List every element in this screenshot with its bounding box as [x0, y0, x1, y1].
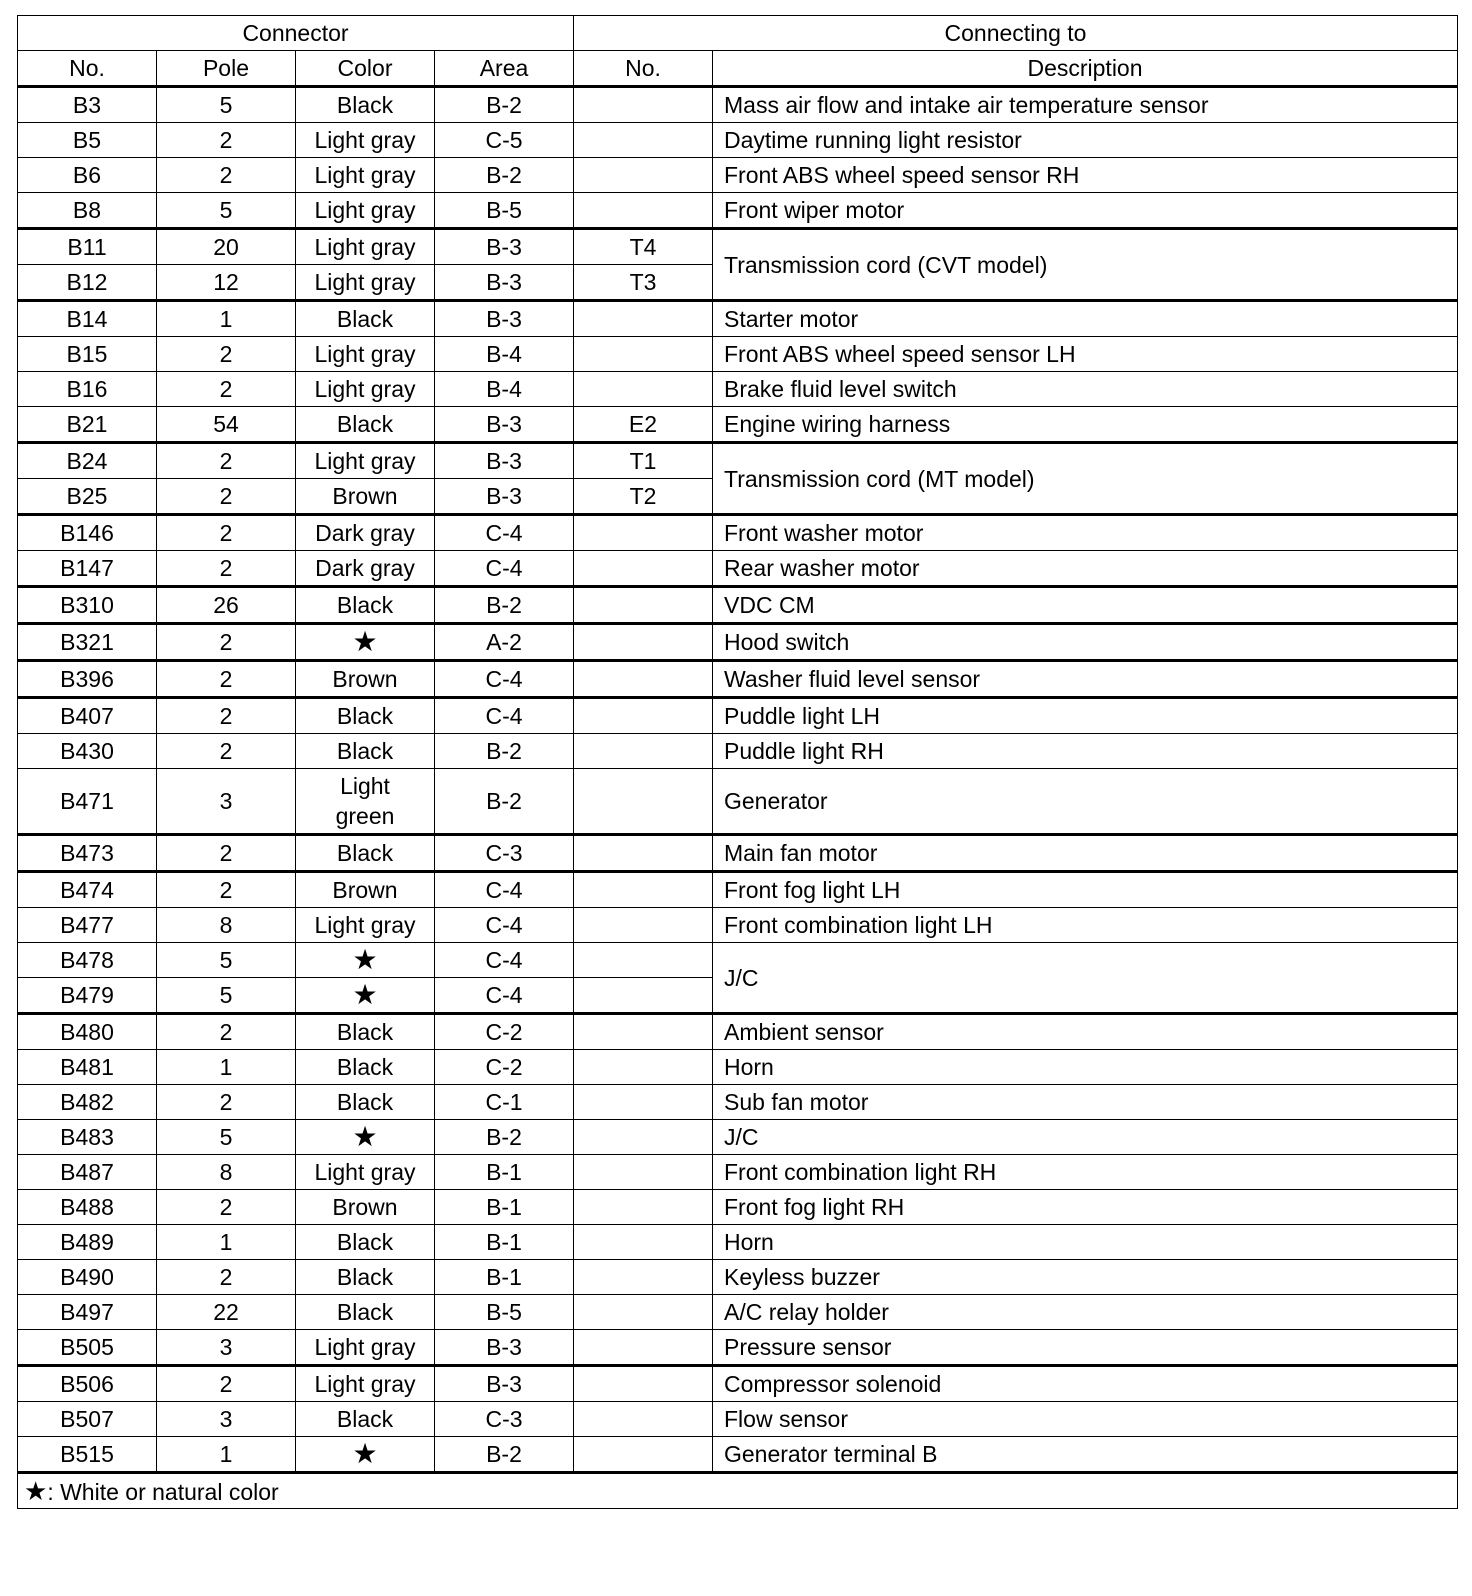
- cell-description: Generator terminal B: [713, 1437, 1458, 1473]
- cell-no: B474: [18, 872, 157, 908]
- cell-description: Engine wiring harness: [713, 407, 1458, 443]
- cell-no: B14: [18, 301, 157, 337]
- connector-table: [17, 15, 1458, 1509]
- cell-color: Black: [296, 1295, 435, 1330]
- cell-to-no: T3: [574, 265, 713, 301]
- cell-to-no: [574, 1014, 713, 1050]
- cell-description: Washer fluid level sensor: [713, 661, 1458, 698]
- cell-to-no: [574, 1437, 713, 1473]
- cell-color: Light gray: [296, 193, 435, 229]
- cell-pole: 1: [157, 301, 296, 337]
- cell-pole: 2: [157, 1085, 296, 1120]
- cell-description: Horn: [713, 1050, 1458, 1085]
- cell-color: Light gray: [296, 123, 435, 158]
- cell-to-no: [574, 1155, 713, 1190]
- table-row: [18, 1366, 1458, 1402]
- cell-color: Black: [296, 587, 435, 624]
- cell-area: C-1: [435, 1085, 574, 1120]
- cell-color: Light gray: [296, 337, 435, 372]
- cell-description: Front fog light LH: [713, 872, 1458, 908]
- connector-table-sheet: [17, 15, 1457, 1509]
- footnote: [18, 1473, 1458, 1509]
- cell-to-no: T4: [574, 229, 713, 265]
- cell-no: B15: [18, 337, 157, 372]
- cell-area: B-2: [435, 769, 574, 835]
- cell-to-no: [574, 943, 713, 978]
- table-body: [18, 87, 1458, 1473]
- cell-area: B-3: [435, 407, 574, 443]
- star-icon: ★: [296, 1120, 435, 1155]
- cell-to-no: [574, 698, 713, 734]
- cell-pole: 5: [157, 193, 296, 229]
- cell-area: B-2: [435, 587, 574, 624]
- table-row: [18, 1120, 1458, 1155]
- cell-pole: 5: [157, 1120, 296, 1155]
- header-no: No.: [18, 51, 157, 87]
- cell-to-no: [574, 337, 713, 372]
- cell-to-no: [574, 1120, 713, 1155]
- cell-area: C-4: [435, 872, 574, 908]
- table-row: [18, 587, 1458, 624]
- cell-to-no: T1: [574, 443, 713, 479]
- cell-area: C-4: [435, 661, 574, 698]
- cell-area: B-5: [435, 193, 574, 229]
- cell-pole: 8: [157, 1155, 296, 1190]
- cell-area: C-2: [435, 1050, 574, 1085]
- cell-description: Daytime running light resistor: [713, 123, 1458, 158]
- table-row: [18, 337, 1458, 372]
- cell-area: C-4: [435, 698, 574, 734]
- cell-no: B487: [18, 1155, 157, 1190]
- cell-area: B-3: [435, 1366, 574, 1402]
- cell-to-no: [574, 661, 713, 698]
- table-row: [18, 123, 1458, 158]
- cell-no: B490: [18, 1260, 157, 1295]
- table-row: [18, 372, 1458, 407]
- cell-color: Light gray: [296, 1366, 435, 1402]
- cell-pole: 2: [157, 1366, 296, 1402]
- cell-pole: 1: [157, 1437, 296, 1473]
- cell-pole: 2: [157, 123, 296, 158]
- cell-no: B505: [18, 1330, 157, 1366]
- cell-to-no: [574, 769, 713, 835]
- cell-no: B321: [18, 624, 157, 661]
- cell-area: B-4: [435, 372, 574, 407]
- cell-pole: 2: [157, 872, 296, 908]
- cell-area: B-1: [435, 1155, 574, 1190]
- cell-description: VDC CM: [713, 587, 1458, 624]
- cell-pole: 8: [157, 908, 296, 943]
- cell-pole: 26: [157, 587, 296, 624]
- cell-no: B25: [18, 479, 157, 515]
- cell-no: B12: [18, 265, 157, 301]
- cell-no: B24: [18, 443, 157, 479]
- table-row: [18, 835, 1458, 872]
- cell-to-no: T2: [574, 479, 713, 515]
- cell-area: B-3: [435, 443, 574, 479]
- cell-no: B6: [18, 158, 157, 193]
- cell-to-no: [574, 1050, 713, 1085]
- cell-to-no: [574, 1295, 713, 1330]
- table-row: [18, 1295, 1458, 1330]
- cell-color: Brown: [296, 661, 435, 698]
- cell-no: B497: [18, 1295, 157, 1330]
- cell-color: Light gray: [296, 265, 435, 301]
- cell-pole: 2: [157, 479, 296, 515]
- cell-description: Puddle light LH: [713, 698, 1458, 734]
- cell-color: Black: [296, 1402, 435, 1437]
- cell-description: Front ABS wheel speed sensor LH: [713, 337, 1458, 372]
- header-connecting-to-group: Connecting to: [574, 16, 1458, 51]
- header-description: Description: [713, 51, 1458, 87]
- cell-area: B-3: [435, 229, 574, 265]
- table-row: [18, 229, 1458, 265]
- cell-to-no: [574, 1085, 713, 1120]
- cell-description: A/C relay holder: [713, 1295, 1458, 1330]
- cell-to-no: [574, 1260, 713, 1295]
- cell-pole: 2: [157, 551, 296, 587]
- cell-description: Front fog light RH: [713, 1190, 1458, 1225]
- table-row: [18, 1260, 1458, 1295]
- table-row: [18, 1437, 1458, 1473]
- cell-color: Black: [296, 1014, 435, 1050]
- cell-no: B506: [18, 1366, 157, 1402]
- cell-description: Front combination light RH: [713, 1155, 1458, 1190]
- table-row: [18, 698, 1458, 734]
- cell-pole: 2: [157, 1014, 296, 1050]
- cell-color: Light gray: [296, 443, 435, 479]
- cell-pole: 5: [157, 978, 296, 1014]
- cell-pole: 22: [157, 1295, 296, 1330]
- cell-no: B147: [18, 551, 157, 587]
- cell-color: Brown: [296, 479, 435, 515]
- cell-to-no: [574, 1330, 713, 1366]
- cell-color: Black: [296, 698, 435, 734]
- cell-no: B473: [18, 835, 157, 872]
- cell-to-no: [574, 872, 713, 908]
- table-row: [18, 1014, 1458, 1050]
- cell-description: Horn: [713, 1225, 1458, 1260]
- cell-to-no: [574, 835, 713, 872]
- cell-no: B478: [18, 943, 157, 978]
- cell-pole: 2: [157, 1190, 296, 1225]
- cell-area: C-4: [435, 551, 574, 587]
- cell-color: Black: [296, 1050, 435, 1085]
- cell-area: C-4: [435, 515, 574, 551]
- cell-description: Transmission cord (CVT model): [713, 229, 1458, 301]
- cell-color: Light gray: [296, 908, 435, 943]
- table-row: [18, 624, 1458, 661]
- cell-area: C-2: [435, 1014, 574, 1050]
- cell-no: B8: [18, 193, 157, 229]
- cell-no: B480: [18, 1014, 157, 1050]
- cell-no: B479: [18, 978, 157, 1014]
- cell-no: B477: [18, 908, 157, 943]
- cell-color: Black: [296, 1260, 435, 1295]
- table-row: [18, 769, 1458, 835]
- cell-description: Front ABS wheel speed sensor RH: [713, 158, 1458, 193]
- cell-color: Light gray: [296, 1330, 435, 1366]
- cell-to-no: [574, 978, 713, 1014]
- cell-description: Sub fan motor: [713, 1085, 1458, 1120]
- cell-color: Black: [296, 407, 435, 443]
- cell-area: B-1: [435, 1225, 574, 1260]
- header-area: Area: [435, 51, 574, 87]
- header-connector-group: Connector: [18, 16, 574, 51]
- cell-area: B-4: [435, 337, 574, 372]
- cell-pole: 2: [157, 372, 296, 407]
- cell-pole: 2: [157, 734, 296, 769]
- cell-no: B3: [18, 87, 157, 123]
- cell-area: B-2: [435, 1120, 574, 1155]
- cell-color: Black: [296, 301, 435, 337]
- table-row: [18, 908, 1458, 943]
- cell-area: C-4: [435, 943, 574, 978]
- cell-area: C-5: [435, 123, 574, 158]
- table-row: [18, 1190, 1458, 1225]
- cell-to-no: [574, 372, 713, 407]
- star-icon: ★: [24, 1475, 48, 1506]
- cell-no: B407: [18, 698, 157, 734]
- table-row: [18, 1050, 1458, 1085]
- cell-pole: 2: [157, 443, 296, 479]
- header-to-no: No.: [574, 51, 713, 87]
- cell-to-no: [574, 193, 713, 229]
- cell-no: B5: [18, 123, 157, 158]
- cell-no: B482: [18, 1085, 157, 1120]
- cell-to-no: [574, 1225, 713, 1260]
- cell-to-no: [574, 301, 713, 337]
- cell-color: Black: [296, 1085, 435, 1120]
- cell-to-no: [574, 158, 713, 193]
- table-row: [18, 1085, 1458, 1120]
- cell-area: B-2: [435, 87, 574, 123]
- cell-area: C-4: [435, 978, 574, 1014]
- cell-to-no: [574, 1402, 713, 1437]
- cell-description: J/C: [713, 943, 1458, 1014]
- table-row: [18, 1330, 1458, 1366]
- cell-area: A-2: [435, 624, 574, 661]
- star-icon: ★: [296, 943, 435, 978]
- cell-area: C-4: [435, 908, 574, 943]
- cell-color: Black: [296, 1225, 435, 1260]
- table-row: [18, 515, 1458, 551]
- table-row: [18, 301, 1458, 337]
- cell-area: B-1: [435, 1190, 574, 1225]
- header-color: Color: [296, 51, 435, 87]
- cell-description: Hood switch: [713, 624, 1458, 661]
- cell-pole: 2: [157, 337, 296, 372]
- cell-pole: 2: [157, 515, 296, 551]
- cell-no: B471: [18, 769, 157, 835]
- table-row: [18, 158, 1458, 193]
- cell-no: B515: [18, 1437, 157, 1473]
- cell-no: B483: [18, 1120, 157, 1155]
- cell-description: Front washer motor: [713, 515, 1458, 551]
- cell-pole: 2: [157, 624, 296, 661]
- table-row: [18, 551, 1458, 587]
- cell-area: B-5: [435, 1295, 574, 1330]
- cell-pole: 2: [157, 1260, 296, 1295]
- table-row: [18, 943, 1458, 978]
- cell-description: Compressor solenoid: [713, 1366, 1458, 1402]
- cell-description: Mass air flow and intake air temperature sensor: [713, 87, 1458, 123]
- cell-description: Keyless buzzer: [713, 1260, 1458, 1295]
- cell-description: J/C: [713, 1120, 1458, 1155]
- table-row: [18, 443, 1458, 479]
- cell-to-no: [574, 624, 713, 661]
- cell-area: B-3: [435, 479, 574, 515]
- cell-to-no: [574, 587, 713, 624]
- cell-no: B21: [18, 407, 157, 443]
- cell-color: Light gray: [296, 1155, 435, 1190]
- cell-pole: 3: [157, 1330, 296, 1366]
- cell-area: B-2: [435, 734, 574, 769]
- cell-area: B-3: [435, 265, 574, 301]
- cell-pole: 1: [157, 1050, 296, 1085]
- cell-pole: 2: [157, 835, 296, 872]
- table-row: [18, 87, 1458, 123]
- table-row: [18, 1155, 1458, 1190]
- cell-description: Puddle light RH: [713, 734, 1458, 769]
- cell-to-no: [574, 734, 713, 769]
- cell-area: B-3: [435, 1330, 574, 1366]
- cell-no: B16: [18, 372, 157, 407]
- cell-no: B481: [18, 1050, 157, 1085]
- cell-description: Transmission cord (MT model): [713, 443, 1458, 515]
- cell-no: B489: [18, 1225, 157, 1260]
- cell-area: B-2: [435, 158, 574, 193]
- cell-to-no: [574, 1190, 713, 1225]
- cell-no: B11: [18, 229, 157, 265]
- cell-to-no: [574, 1366, 713, 1402]
- cell-pole: 2: [157, 698, 296, 734]
- table-row: [18, 1225, 1458, 1260]
- star-icon: ★: [296, 978, 435, 1014]
- cell-color: Black: [296, 87, 435, 123]
- cell-pole: 5: [157, 943, 296, 978]
- cell-description: Generator: [713, 769, 1458, 835]
- header-pole: Pole: [157, 51, 296, 87]
- cell-to-no: [574, 123, 713, 158]
- cell-pole: 20: [157, 229, 296, 265]
- cell-color: Black: [296, 835, 435, 872]
- cell-no: B430: [18, 734, 157, 769]
- cell-color: Brown: [296, 872, 435, 908]
- cell-no: B310: [18, 587, 157, 624]
- cell-to-no: [574, 87, 713, 123]
- cell-area: C-3: [435, 835, 574, 872]
- table-row: [18, 734, 1458, 769]
- cell-color: Light green: [296, 769, 435, 835]
- cell-color: Dark gray: [296, 515, 435, 551]
- cell-description: Ambient sensor: [713, 1014, 1458, 1050]
- cell-pole: 2: [157, 661, 296, 698]
- cell-no: B146: [18, 515, 157, 551]
- cell-pole: 5: [157, 87, 296, 123]
- cell-area: B-1: [435, 1260, 574, 1295]
- cell-area: B-2: [435, 1437, 574, 1473]
- cell-description: Pressure sensor: [713, 1330, 1458, 1366]
- cell-description: Starter motor: [713, 301, 1458, 337]
- cell-no: B396: [18, 661, 157, 698]
- cell-color: Light gray: [296, 229, 435, 265]
- cell-description: Brake fluid level switch: [713, 372, 1458, 407]
- cell-no: B488: [18, 1190, 157, 1225]
- cell-pole: 3: [157, 1402, 296, 1437]
- table-row: [18, 1402, 1458, 1437]
- cell-to-no: [574, 515, 713, 551]
- cell-color: Black: [296, 734, 435, 769]
- table-row: [18, 193, 1458, 229]
- cell-pole: 3: [157, 769, 296, 835]
- cell-no: B507: [18, 1402, 157, 1437]
- cell-area: B-3: [435, 301, 574, 337]
- cell-color: Brown: [296, 1190, 435, 1225]
- cell-pole: 1: [157, 1225, 296, 1260]
- star-icon: ★: [296, 1437, 435, 1473]
- cell-description: Main fan motor: [713, 835, 1458, 872]
- cell-area: C-3: [435, 1402, 574, 1437]
- cell-to-no: E2: [574, 407, 713, 443]
- cell-pole: 2: [157, 158, 296, 193]
- cell-pole: 12: [157, 265, 296, 301]
- table-row: [18, 407, 1458, 443]
- table-row: [18, 872, 1458, 908]
- cell-description: Front combination light LH: [713, 908, 1458, 943]
- cell-to-no: [574, 551, 713, 587]
- cell-description: Front wiper motor: [713, 193, 1458, 229]
- cell-to-no: [574, 908, 713, 943]
- star-icon: ★: [296, 624, 435, 661]
- footnote-text: : White or natural color: [47, 1478, 279, 1505]
- cell-color: Dark gray: [296, 551, 435, 587]
- cell-description: Rear washer motor: [713, 551, 1458, 587]
- table-row: [18, 661, 1458, 698]
- cell-pole: 54: [157, 407, 296, 443]
- cell-description: Flow sensor: [713, 1402, 1458, 1437]
- cell-color: Light gray: [296, 372, 435, 407]
- cell-color: Light gray: [296, 158, 435, 193]
